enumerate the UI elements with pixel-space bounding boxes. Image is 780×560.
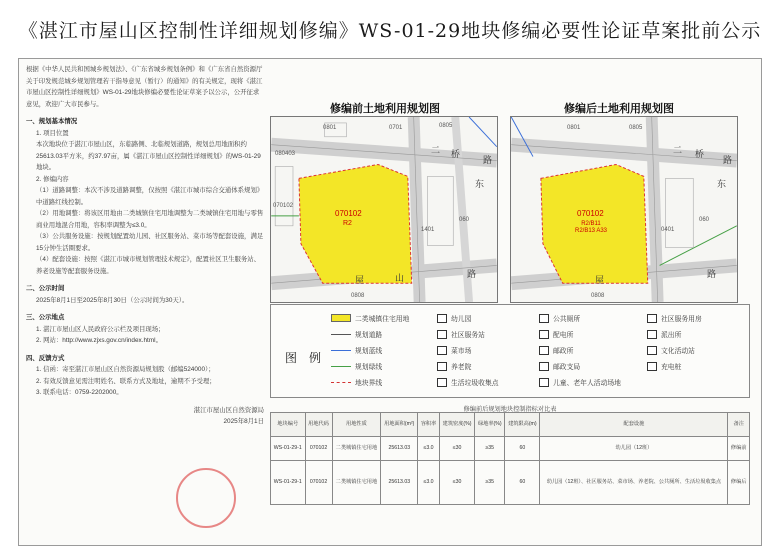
- legend-symbol-icon: [437, 346, 447, 355]
- section-line: 2. 修编内容: [36, 175, 69, 183]
- legend-label: 地块界线: [355, 380, 383, 387]
- plot-label: 080403: [275, 151, 296, 157]
- legend-symbol-icon: [437, 378, 447, 387]
- legend-item: [331, 361, 382, 371]
- legend-symbol-icon: [539, 314, 549, 323]
- legend-symbol-icon: [647, 314, 657, 323]
- map-legend: [270, 304, 750, 398]
- table-cell: 25613.03: [381, 437, 418, 461]
- table-cell: 25613.03: [381, 461, 418, 505]
- section-line: 本次地块位于湛江市屋山区，东临路侧、北临规划道路，规划总用地面积约25613.03平方米，约37.97亩，属《湛江市屋山区控制性详细规划》的WS-01-29地块。: [36, 141, 261, 171]
- section-line: 2. 网站：http://www.zjxs.gov.cn/index.html。: [36, 337, 162, 344]
- legend-label: 生活垃圾收集点: [451, 380, 499, 387]
- table-header-cell: 建筑限高(m): [505, 413, 540, 437]
- legend-label: 社区服务用房: [661, 316, 702, 323]
- page-title: 《湛江市屋山区控制性详细规划修编》WS-01-29地块修编必要性论证草案批前公示: [18, 20, 762, 42]
- official-seal: [176, 468, 236, 528]
- legend-label: 规划道路: [355, 332, 383, 339]
- section-line: 1. 湛江市屋山区人民政府公示栏及项目现场；: [36, 325, 165, 333]
- legend-symbol-icon: [647, 346, 657, 355]
- section-line: 2. 有效反馈意见需注明姓名、联系方式及地址，逾期不予受理；: [36, 377, 216, 385]
- legend-label: 菜市场: [451, 348, 472, 355]
- table-header-cell: 备注: [728, 413, 750, 437]
- map-before-title: 修编前土地利用规划图: [330, 103, 440, 115]
- table-header-cell: 绿地率(%): [475, 413, 505, 437]
- legend-symbol-icon: [437, 314, 447, 323]
- section-heading: 一、规划基本情况: [26, 118, 78, 125]
- legend-item: [539, 345, 573, 355]
- legend-item: [437, 361, 471, 371]
- table-cell: 幼儿园（12班）、社区服务站、菜市场、养老院、公共厕所、生活垃圾收集点: [540, 461, 728, 505]
- table-cell: ≥35: [475, 437, 505, 461]
- control-index-table: [270, 412, 750, 505]
- legend-label: 规划蓝线: [355, 348, 383, 355]
- legend-label: 规划绿线: [355, 364, 383, 371]
- map-before: [270, 116, 498, 303]
- legend-label: 文化活动站: [661, 348, 695, 355]
- table-row: [271, 437, 750, 461]
- legend-line: [331, 334, 351, 335]
- table-cell: ≤30: [439, 437, 474, 461]
- table-cell: 幼儿园（12班）: [540, 437, 728, 461]
- legend-symbol-icon: [539, 362, 549, 371]
- table-cell: ≤3.0: [418, 461, 440, 505]
- issue-date: 2025年8月1日: [223, 418, 264, 425]
- legend-line: [331, 350, 351, 351]
- plot-label: 060: [699, 217, 710, 223]
- section-line: （3）公共服务设施：按规划配置幼儿园、社区服务站、菜市场等配套设施，满足15分钟生活圈要求。: [36, 233, 264, 252]
- parcel-sub: R2/B11 R2/B13 A33: [574, 221, 608, 234]
- plot-label: 1401: [421, 227, 435, 233]
- road-name: 路: [467, 269, 477, 279]
- section-heading: 四、反馈方式: [26, 354, 65, 362]
- legend-label: 儿童、老年人活动场地: [553, 380, 621, 387]
- plot-label: 060: [459, 217, 470, 223]
- legend-label: 幼儿园: [451, 316, 472, 323]
- plot-label: 070102: [273, 203, 294, 209]
- parcel-code: 070102: [577, 209, 604, 218]
- legend-symbol-icon: [437, 330, 447, 339]
- table-cell: 070102: [305, 437, 332, 461]
- legend-item: [647, 345, 695, 355]
- legend-item: [647, 313, 702, 323]
- legend-item: [331, 345, 382, 355]
- legend-symbol-icon: [647, 330, 657, 339]
- section-line: 3. 联系电话：0759-2202000。: [36, 389, 123, 396]
- legend-item: [331, 329, 382, 339]
- table-cell: WS-01-29-1: [271, 437, 306, 461]
- legend-symbol-icon: [647, 362, 657, 371]
- legend-label: 充电桩: [661, 364, 682, 371]
- legend-item: [539, 361, 580, 371]
- table-cell: 070102: [305, 461, 332, 505]
- table-cell: 二类城镇住宅用地: [332, 461, 381, 505]
- plot-label: 0805: [629, 125, 643, 131]
- plot-label: 0801: [323, 125, 337, 131]
- legend-item: [539, 377, 621, 387]
- legend-label: 养老院: [451, 364, 472, 371]
- table-cell: 60: [505, 461, 540, 505]
- legend-symbol-icon: [437, 362, 447, 371]
- plot-label: 0401: [661, 227, 675, 233]
- legend-item: [647, 329, 681, 339]
- table-caption: 修编前后规划地块控制指标对比表: [463, 406, 557, 413]
- table-header-cell: 建筑密度(%): [439, 413, 474, 437]
- plot-label: 0701: [389, 125, 403, 131]
- road-name: 路: [483, 155, 493, 165]
- map-after-title: 修编后土地利用规划图: [564, 103, 674, 115]
- plot-label: 0801: [567, 125, 581, 131]
- plot-label: 0808: [591, 293, 605, 299]
- legend-label: 邮政所: [553, 348, 574, 355]
- table-cell: 60: [505, 437, 540, 461]
- table-header-cell: 用地性质: [332, 413, 381, 437]
- legend-item: [437, 329, 485, 339]
- plot-label: 0808: [351, 293, 365, 299]
- legend-item: [437, 345, 471, 355]
- table-header-cell: 用地面积(m²): [381, 413, 418, 437]
- section-line: （1）道路调整：本次不涉及道路调整，仅按照《湛江市城市综合交通体系规划》中道路红线控制。: [36, 187, 264, 206]
- road-name: 屋: [355, 275, 365, 285]
- section-line: （2）用地调整：将该区用地由二类城镇住宅用地调整为二类城镇住宅用地与零售商业用地混合用地，容积率调整为≤3.0。: [36, 210, 264, 229]
- legend-label: 公共厕所: [553, 316, 581, 323]
- legend-label: 派出所: [661, 332, 682, 339]
- map-after: [510, 116, 738, 303]
- legend-line: [331, 366, 351, 367]
- road-name: 山: [395, 273, 405, 283]
- road-name: 二: [431, 145, 441, 155]
- legend-swatch: [331, 314, 351, 322]
- announcement-text: [26, 64, 264, 516]
- issuer: 湛江市屋山区自然资源局: [193, 406, 264, 414]
- parcel-sub: R2: [343, 220, 352, 227]
- road-name: 屋: [595, 275, 605, 285]
- legend-label: 社区服务站: [451, 332, 485, 339]
- road-name: 路: [723, 155, 733, 165]
- road-name: 二: [673, 145, 683, 155]
- legend-label: 二类城镇住宅用地: [355, 316, 410, 323]
- table-header-cell: 容积率: [418, 413, 440, 437]
- map-after-drawing: [511, 117, 737, 302]
- table-cell: 修编前: [728, 437, 750, 461]
- table-cell: 修编后: [728, 461, 750, 505]
- legend-title: 图例: [285, 351, 334, 365]
- table-cell: ≥35: [475, 461, 505, 505]
- table-cell: ≤3.0: [418, 437, 440, 461]
- table-header-cell: 地块编号: [271, 413, 306, 437]
- section-line: 1. 项目位置: [36, 129, 69, 137]
- legend-symbol-icon: [539, 330, 549, 339]
- table-cell: WS-01-29-1: [271, 461, 306, 505]
- plot-label: 0805: [439, 123, 453, 129]
- legend-label: 配电所: [553, 332, 574, 339]
- intro-paragraph: 根据《中华人民共和国城乡规划法》、《广东省城乡规划条例》和《广东省自然资源厅关于印发规范城乡规划管理若干指导意见（暂行）的通知》的有关规定，现将《湛江市屋山区控制性详细规划》WS-01-29地块修编必要性论证草案予以公示，公开征求意见，欢迎广大市民参与。: [26, 66, 263, 108]
- legend-item: [539, 329, 573, 339]
- section-line: 1. 信函：寄至湛江市屋山区自然资源局规划股（邮编524000）；: [36, 366, 215, 373]
- legend-dash-line: [331, 382, 351, 383]
- map-before-drawing: [271, 117, 497, 302]
- table-header-cell: 配套设施: [540, 413, 728, 437]
- section-heading: 二、公示时间: [26, 285, 65, 292]
- legend-item: [331, 377, 382, 387]
- legend-symbol-icon: [539, 378, 549, 387]
- table-row: [271, 461, 750, 505]
- parcel-code: 070102: [335, 209, 362, 218]
- road-name: 桥: [695, 149, 705, 159]
- legend-item: [437, 313, 471, 323]
- road-name: 桥: [451, 149, 461, 159]
- table-cell: 二类城镇住宅用地: [332, 437, 381, 461]
- road-name: 东: [475, 179, 485, 189]
- road-name: 路: [707, 269, 717, 279]
- legend-item: [539, 313, 580, 323]
- section-line: （4）配套设施：按照《湛江市城市规划管理技术规定》，配置社区卫生服务站、养老设施等配套服务设施。: [36, 256, 261, 275]
- legend-label: 邮政支局: [553, 364, 581, 371]
- legend-item: [437, 377, 499, 387]
- legend-symbol-icon: [539, 346, 549, 355]
- section-heading: 三、公示地点: [26, 314, 65, 321]
- legend-item: [331, 313, 409, 323]
- road-name: 东: [717, 179, 727, 189]
- section-line: 2025年8月1日至2025年8月30日（公示时间为30天）。: [36, 296, 189, 304]
- legend-item: [647, 361, 681, 371]
- table-cell: ≤30: [439, 461, 474, 505]
- table-header-cell: 用地代码: [305, 413, 332, 437]
